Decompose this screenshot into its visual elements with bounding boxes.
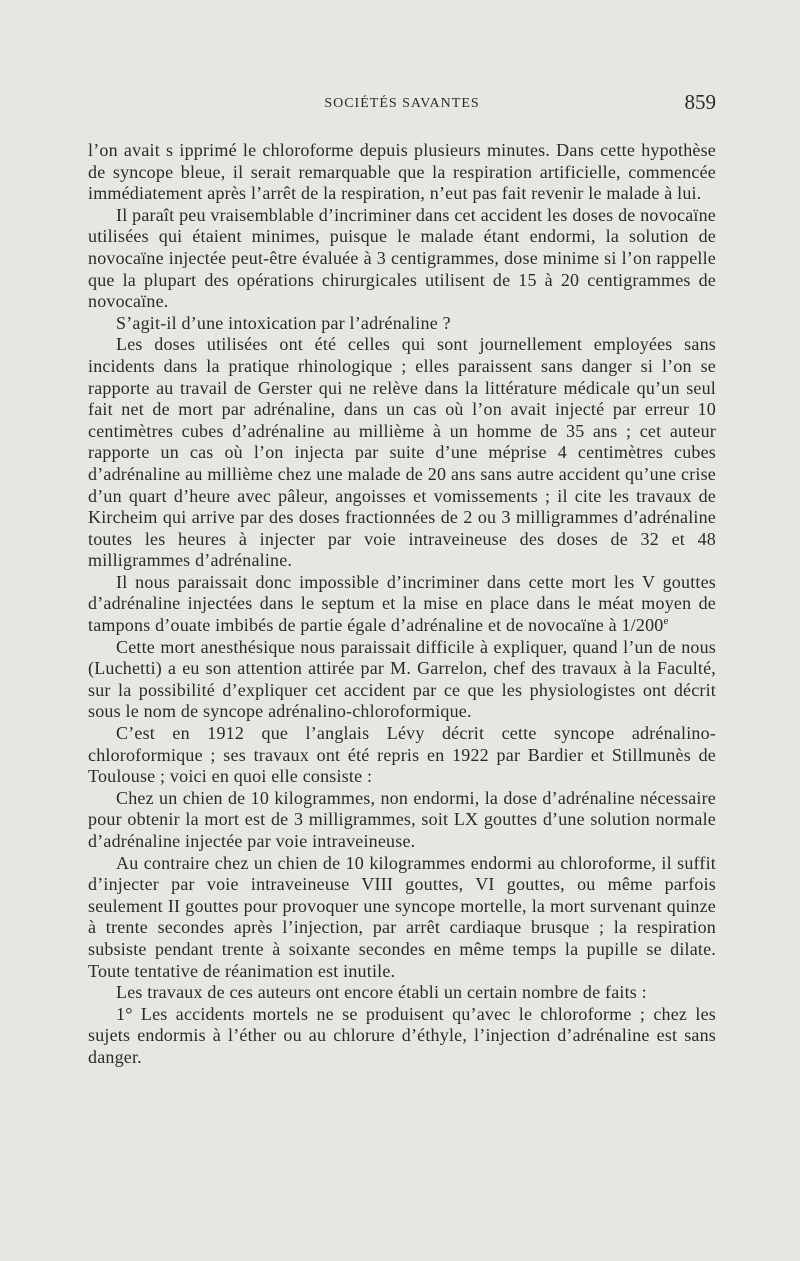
paragraph: C’est en 1912 que l’anglais Lévy décrit cette syncope adrénalino-chloroformique ; ses travaux ont été repris en 1922 par Bardier et Stillmunès de Toulouse ; voici en quoi elle consiste :	[88, 723, 716, 787]
body-text	[88, 140, 716, 1069]
page-number: 859	[684, 90, 716, 114]
running-title: SOCIÉTÉS SAVANTES	[324, 96, 480, 111]
paragraph: S’agit-il d’une intoxication par l’adrénaline ?	[116, 312, 451, 333]
paragraph: Il paraît peu vraisemblable d’incriminer dans cet accident les doses de novocaïne utilisées qui étaient minimes, puisque le malade étant endormi, la solution de novocaïne injectée peut-être évaluée à 3 centigrammes, dose minime si l’on rappelle que la plupart des opérations chirurgicales utilisent de 15 à 20 centigrammes de novocaïne.	[88, 204, 716, 312]
paragraph: Cette mort anesthésique nous paraissait difficile à expliquer, quand l’un de nous (Luchetti) a eu son attention attirée par M. Garrelon, chef des travaux à la Faculté, sur la possibilité d’expliquer cet accident par ce que les physiologistes ont décrit sous le nom de syncope adrénalino-chloroformique.	[88, 636, 716, 722]
paragraph: 1° Les accidents mortels ne se produisent qu’avec le chloroforme ; chez les sujets endormis à l’éther ou au chlorure d’éthyle, l’injection d’adrénaline est sans danger.	[88, 1003, 716, 1067]
paragraph: Au contraire chez un chien de 10 kilogrammes endormi au chloroforme, il suffit d’injecter par voie intraveineuse VIII gouttes, VI gouttes, ou même parfois seulement II gouttes pour provoquer une syncope mortelle, la mort survenant quinze à trente secondes après l’injection, par arrêt cardiaque brusque ; la respiration subsiste pendant trente à soixante secondes en même temps la pupille se dilate. Toute tentative de réanimation est inutile.	[88, 852, 716, 981]
page-header	[88, 90, 716, 122]
superscript: e	[663, 615, 669, 628]
paragraph: Les doses utilisées ont été celles qui sont journellement employées sans incidents dans la pratique rhinologique ; elles paraissent sans danger si l’on se rapporte au travail de Gerster qui ne relève dans la littérature médicale qu’un seul fait net de mort par adrénaline, dans un cas où l’on avait injecté par erreur 10 centimètres cubes d’adrénaline au millième à un homme de 35 ans ; cet auteur rapporte un cas où l’on injecta par suite d’une méprise 4 centimètres cubes d’adrénaline au millième chez une malade de 20 ans sans autre accident qu’une crise d’un quart d’heure avec pâleur, angoisses et vomissements ; il cite les travaux de Kircheim qui arrive par des doses fractionnées de 2 ou 3 milligrammes d’adrénaline toutes les heures à injecter par voie intraveineuse des doses de 32 et 48 milligrammes d’adrénaline.	[88, 334, 716, 571]
paragraph: Les travaux de ces auteurs ont encore établi un certain nombre de faits :	[116, 982, 647, 1003]
paragraph-text: Il nous paraissait donc impossible d’incriminer dans cette mort les V gouttes d’adrénaline injectées dans le septum et la mise en place dans le méat moyen de tampons d’ouate imbibés de partie égale d’adrénaline et de novocaïne à 1/200	[88, 571, 716, 636]
paragraph	[88, 572, 716, 637]
paragraph: l’on avait s ipprimé le chloroforme depuis plusieurs minutes. Dans cette hypothèse de syncope bleue, il serait remarquable que la respiration artificielle, commencée immédiatement après l’arrêt de la respiration, n’eut pas fait revenir le malade à lui.	[88, 140, 716, 204]
paragraph: Chez un chien de 10 kilogrammes, non endormi, la dose d’adrénaline nécessaire pour obtenir la mort est de 3 milligrammes, soit LX gouttes d’une solution normale d’adrénaline injectée par voie intraveineuse.	[88, 787, 716, 851]
